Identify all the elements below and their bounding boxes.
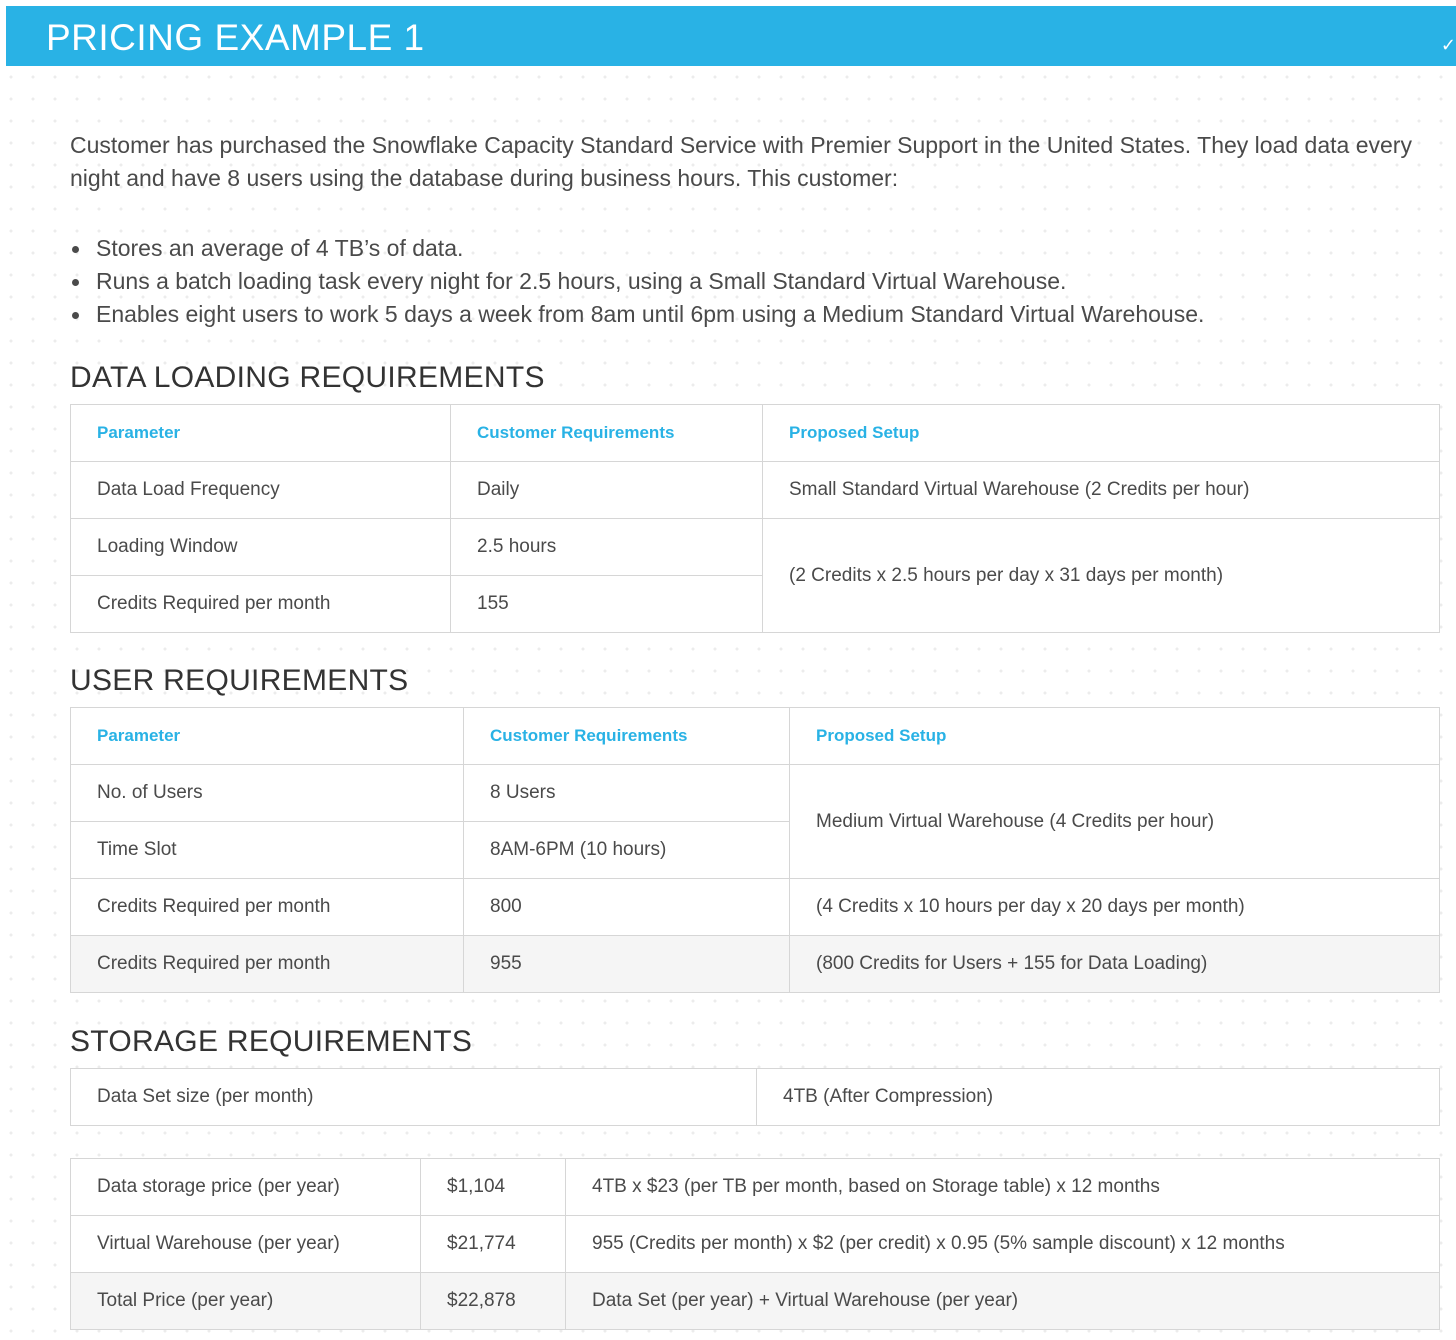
- chevron-down-icon[interactable]: ✓: [1440, 35, 1456, 55]
- data-loading-table: [70, 404, 1440, 633]
- table-header-row: [71, 405, 1440, 462]
- table-cell: (2 Credits x 2.5 hours per day x 31 days per month): [763, 519, 1440, 633]
- user-requirements-table: [70, 707, 1440, 993]
- table-cell: Virtual Warehouse (per year): [71, 1216, 421, 1273]
- table-cell: No. of Users: [71, 765, 464, 822]
- table-cell: Credits Required per month: [71, 936, 464, 993]
- table-cell: 2.5 hours: [451, 519, 763, 576]
- table-row: [71, 462, 1440, 519]
- table-row: [71, 1159, 1440, 1216]
- section-title-data-loading: DATA LOADING REQUIREMENTS: [70, 361, 545, 394]
- table-cell: Credits Required per month: [71, 879, 464, 936]
- pricing-table: [70, 1158, 1440, 1330]
- column-header: Parameter: [71, 405, 451, 462]
- table-cell: Medium Virtual Warehouse (4 Credits per hour): [790, 765, 1440, 879]
- header-banner: [6, 6, 1456, 66]
- column-header: Proposed Setup: [790, 708, 1440, 765]
- table-cell: Total Price (per year): [71, 1273, 421, 1330]
- section-title-storage: STORAGE REQUIREMENTS: [70, 1025, 473, 1058]
- table-row: [71, 1216, 1440, 1273]
- table-header-row: [71, 708, 1440, 765]
- column-header: Proposed Setup: [763, 405, 1440, 462]
- table-row: [71, 879, 1440, 936]
- table-cell: 4TB x $23 (per TB per month, based on Storage table) x 12 months: [566, 1159, 1440, 1216]
- intro-paragraph: Customer has purchased the Snowflake Capacity Standard Service with Premier Support in the United States. They load data every night and have 8 users using the database during business hours. This customer:: [70, 132, 1412, 191]
- table-cell: Credits Required per month: [71, 576, 451, 633]
- column-header: Parameter: [71, 708, 464, 765]
- table-cell: $21,774: [421, 1216, 566, 1273]
- section-title-user-requirements: USER REQUIREMENTS: [70, 664, 409, 697]
- table-cell: (800 Credits for Users + 155 for Data Loading): [790, 936, 1440, 993]
- table-row: [71, 1273, 1440, 1330]
- table-row: [71, 519, 1440, 576]
- column-header: Customer Requirements: [451, 405, 763, 462]
- page-title: PRICING EXAMPLE 1: [46, 17, 425, 58]
- table-cell: (4 Credits x 10 hours per day x 20 days per month): [790, 879, 1440, 936]
- table-cell: 8AM-6PM (10 hours): [464, 822, 790, 879]
- table-cell: 8 Users: [464, 765, 790, 822]
- list-item: Enables eight users to work 5 days a week from 8am until 6pm using a Medium Standard Virtual Warehouse.: [70, 298, 1430, 331]
- storage-table: [70, 1068, 1440, 1126]
- table-row: [71, 765, 1440, 822]
- table-cell: 955: [464, 936, 790, 993]
- table-row: [71, 936, 1440, 993]
- table-cell: Daily: [451, 462, 763, 519]
- table-cell: 155: [451, 576, 763, 633]
- table-cell: $1,104: [421, 1159, 566, 1216]
- table-cell: Time Slot: [71, 822, 464, 879]
- table-row: [71, 1069, 1440, 1126]
- column-header: Customer Requirements: [464, 708, 790, 765]
- table-cell: Loading Window: [71, 519, 451, 576]
- table-cell: Data Load Frequency: [71, 462, 451, 519]
- list-item: Stores an average of 4 TB’s of data.: [70, 232, 1430, 265]
- table-cell: 800: [464, 879, 790, 936]
- table-cell: 955 (Credits per month) x $2 (per credit) x 0.95 (5% sample discount) x 12 months: [566, 1216, 1440, 1273]
- list-item: Runs a batch loading task every night for 2.5 hours, using a Small Standard Virtual Warehouse.: [70, 265, 1430, 298]
- bullet-list: [70, 232, 1430, 331]
- table-cell: Data Set (per year) + Virtual Warehouse (per year): [566, 1273, 1440, 1330]
- table-cell: Small Standard Virtual Warehouse (2 Credits per hour): [763, 462, 1440, 519]
- table-cell: Data storage price (per year): [71, 1159, 421, 1216]
- table-cell: 4TB (After Compression): [757, 1069, 1440, 1126]
- table-cell: $22,878: [421, 1273, 566, 1330]
- table-cell: Data Set size (per month): [71, 1069, 757, 1126]
